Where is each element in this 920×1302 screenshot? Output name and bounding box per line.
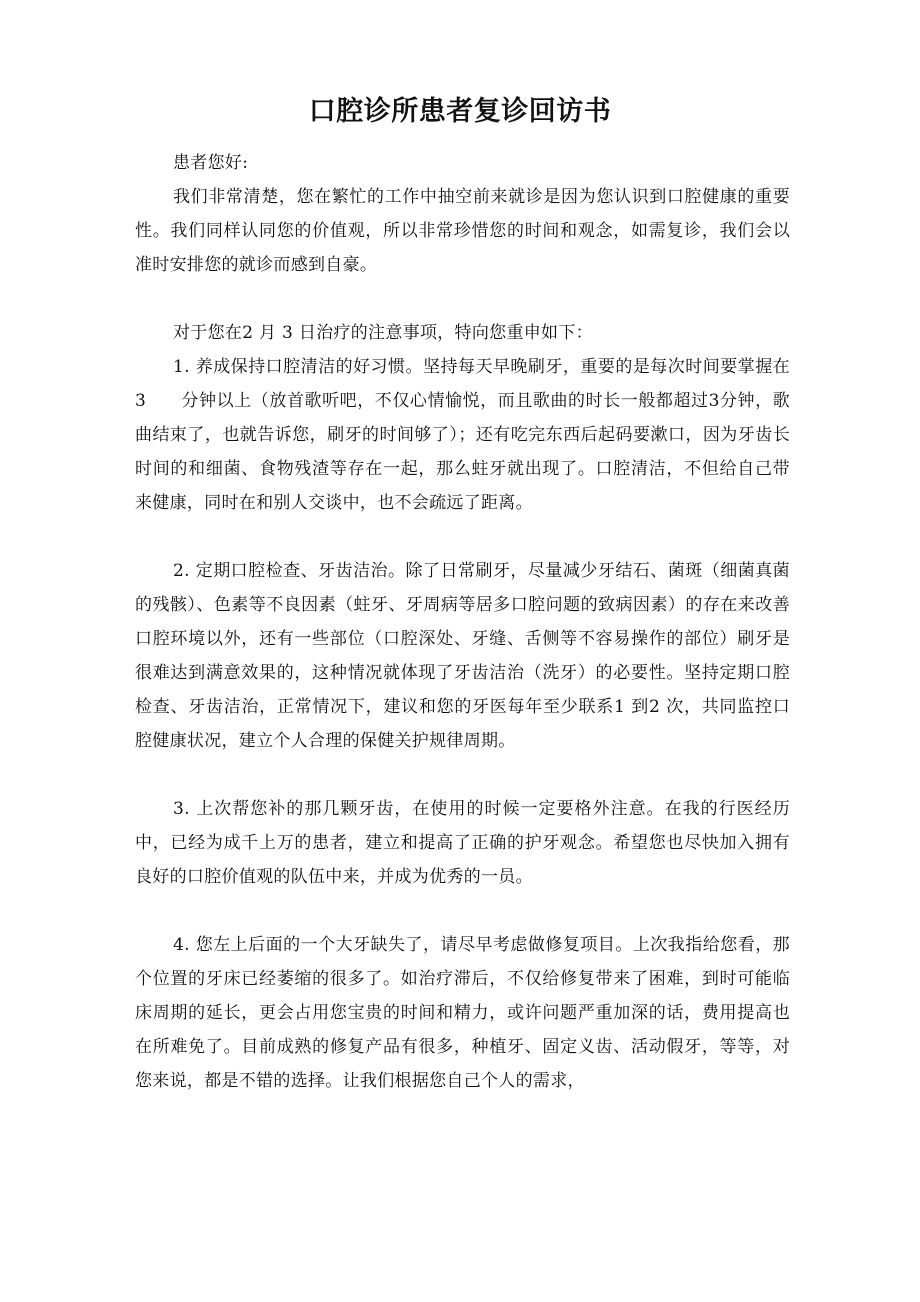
paragraph-gap [135,282,790,316]
item-paragraph-2: 2. 定期口腔检查、牙齿洁治。除了日常刷牙，尽量减少牙结石、菌斑（细菌真菌的残骸）、色素等不良因素（蛀牙、牙周病等居多口腔问题的致病因素）的存在来改善口腔环境以外，还有一些部位（口腔深处、牙缝、舌侧等不容易操作的部位）刷牙是很难达到满意效果的，这种情况就体现了牙齿洁治（洗牙）的必要性。坚持定期口腔检查、牙齿洁治，正常情况下，建议和您的牙医每年至少联系1 到2 次，共同监控口腔健康状况，建立个人合理的保健关护规律周期。 [135,561,790,751]
paragraph-gap [135,758,790,792]
document-body [135,146,790,1098]
intro-paragraph: 我们非常清楚，您在繁忙的工作中抽空前来就诊是因为您认识到口腔健康的重要性。我们同样认同您的价值观，所以非常珍惜您的时间和观念，如需复诊，我们会以准时安排您的就诊而感到自豪。 [135,187,790,275]
notice-paragraph: 对于您在2 月 3 日治疗的注意事项，特向您重申如下： [173,323,593,343]
item-paragraph-4: 4. 您左上后面的一个大牙缺失了，请尽早考虑做修复项目。上次我指给您看，那个位置的牙床已经萎缩的很多了。如治疗滞后，不仅给修复带来了困难，到时可能临床周期的延长，更会占用您宝贵的时间和精力，或许问题严重加深的话，费用提高也在所难免了。目前成熟的修复产品有很多，种植牙、固定义齿、活动假牙，等等，对您来说，都是不错的选择。让我们根据您自己个人的需求， [135,935,790,1091]
item-paragraph-1: 1. 养成保持口腔清洁的好习惯。坚持每天早晚刷牙，重要的是每次时间要掌握在3 分钟以上（放首歌听吧，不仅心情愉悦，而且歌曲的时长一般都超过3分钟，歌曲结束了，也就告诉您，刷牙的时间够了）；还有吃完东西后起码要漱口，因为牙齿长时间的和细菌、食物残渣等存在一起，那么蛀牙就出现了。口腔清洁，不但给自己带来健康，同时在和别人交谈中，也不会疏远了距离。 [135,357,790,513]
paragraph-gap [135,520,790,554]
document-title: 口腔诊所患者复诊回访书 [308,96,612,127]
paragraph-gap [135,894,790,928]
greeting-paragraph: 患者您好: [173,153,249,173]
item-paragraph-3: 3. 上次帮您补的那几颗牙齿，在使用的时候一定要格外注意。在我的行医经历中，已经为成千上万的患者，建立和提高了正确的护牙观念。希望您也尽快加入拥有良好的口腔价值观的队伍中来，并成为优秀的一员。 [135,799,790,887]
